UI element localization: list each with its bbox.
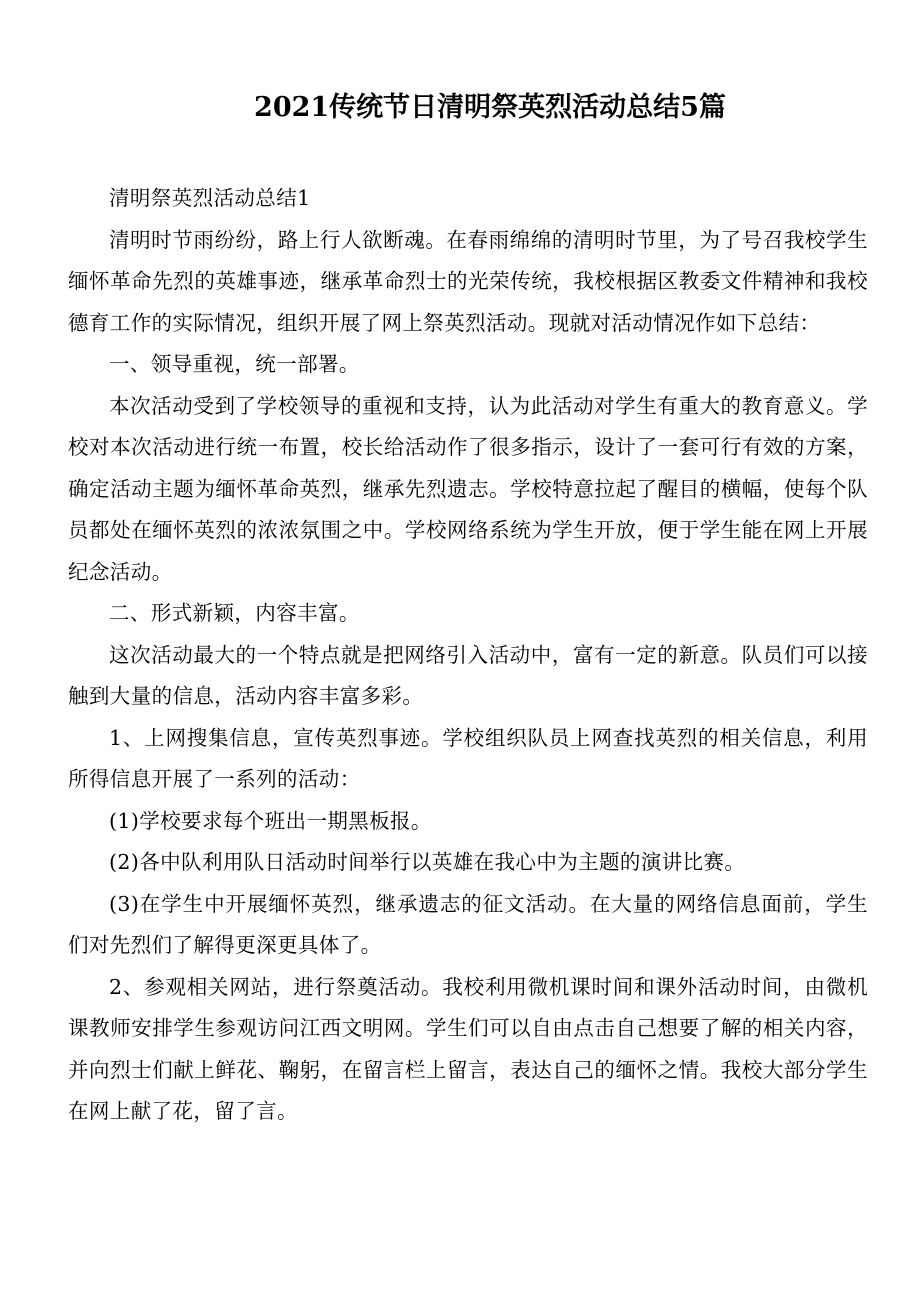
document-title: 2021传统节日清明祭英烈活动总结5篇	[254, 92, 726, 123]
subitem-2-paragraph: (2)各中队利用队日活动时间举行以英雄在我心中为主题的演讲比赛。	[109, 850, 746, 874]
section-heading: 清明祭英烈活动总结1	[109, 186, 311, 210]
item-1-paragraph: 1、上网搜集信息，宣传英烈事迹。学校组织队员上网查找英烈的相关信息，利用所得信息开展了一系列的活动：	[68, 725, 868, 791]
subitem-3-paragraph: (3)在学生中开展缅怀英烈，继承遗志的征文活动。在大量的网络信息面前，学生们对先烈们了解得更深更具体了。	[68, 891, 868, 957]
item-2-paragraph: 2、参观相关网站，进行祭奠活动。我校利用微机课时间和课外活动时间，由微机课教师安排学生参观访问江西文明网。学生们可以自由点击自己想要了解的相关内容，并向烈士们献上鲜花、鞠躬，在留言栏上留言，表达自己的缅怀之情。我校大部分学生在网上献了花，留了言。	[68, 974, 868, 1123]
subheading-format: 二、形式新颖，内容丰富。	[109, 601, 360, 625]
subheading-leadership: 一、领导重视，统一部署。	[109, 352, 360, 376]
format-paragraph: 这次活动最大的一个特点就是把网络引入活动中，富有一定的新意。队员们可以接触到大量的信息，活动内容丰富多彩。	[68, 642, 868, 708]
document-body	[68, 178, 868, 1133]
subitem-1-paragraph: (1)学校要求每个班出一期黑板报。	[109, 808, 432, 833]
intro-paragraph: 清明时节雨纷纷，路上行人欲断魂。在春雨绵绵的清明时节里，为了号召我校学生缅怀革命先烈的英雄事迹，继承革命烈士的光荣传统，我校根据区教委文件精神和我校德育工作的实际情况，组织开展了网上祭英烈活动。现就对活动情况作如下总结：	[68, 227, 868, 335]
leadership-paragraph: 本次活动受到了学校领导的重视和支持，认为此活动对学生有重大的教育意义。学校对本次活动进行统一布置，校长给活动作了很多指示，设计了一套可行有效的方案，确定活动主题为缅怀革命英烈，继承先烈遗志。学校特意拉起了醒目的横幅，使每个队员都处在缅怀英烈的浓浓氛围之中。学校网络系统为学生开放，便于学生能在网上开展纪念活动。	[68, 393, 868, 584]
